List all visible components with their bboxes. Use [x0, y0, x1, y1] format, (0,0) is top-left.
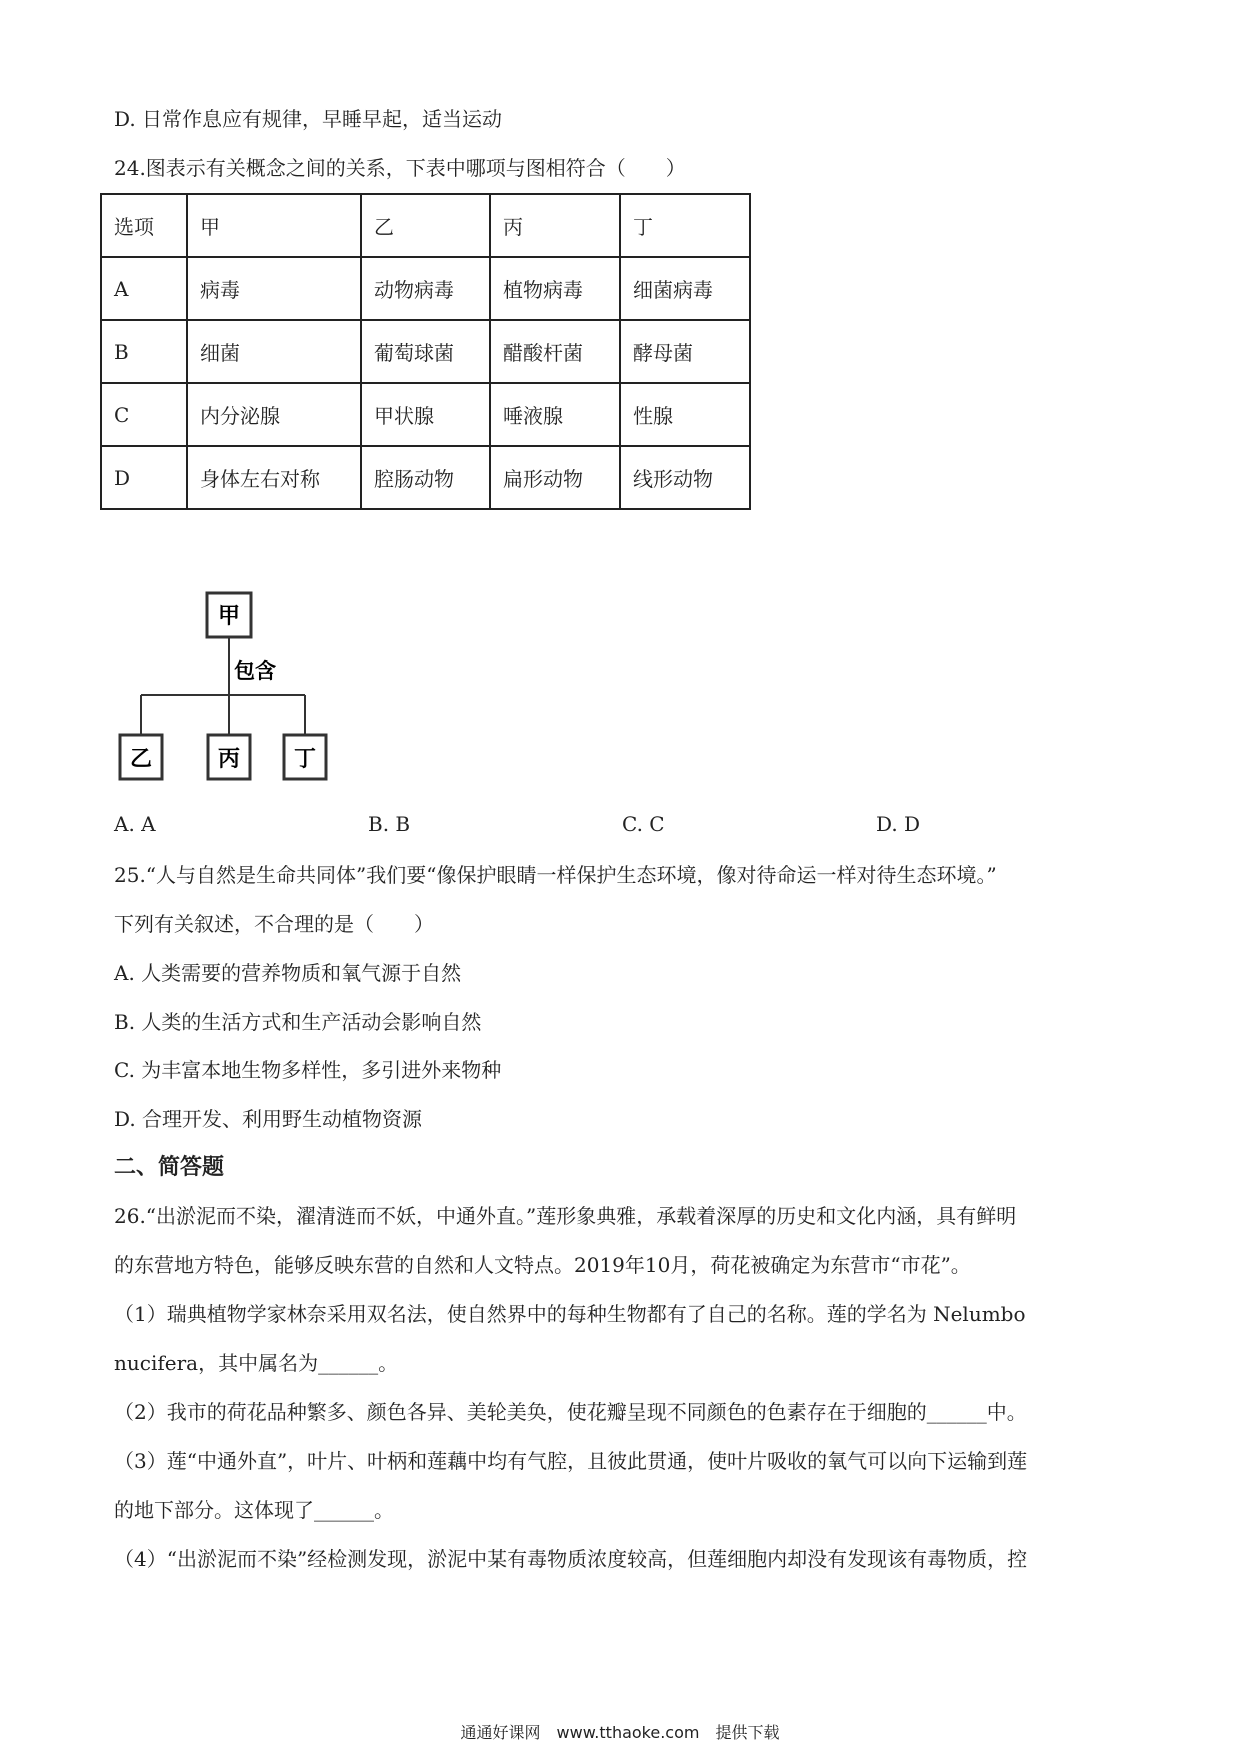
table-cell: 甲状腺: [361, 383, 490, 446]
table-cell: 醋酸杆菌: [490, 320, 620, 383]
table-cell: 病毒: [187, 257, 361, 320]
diagram-label-child: 丁: [293, 747, 317, 772]
q24-option-d: D. D: [876, 812, 921, 836]
q23-option-d: D. 日常作息应有规律，早睡早起，适当运动: [114, 107, 503, 131]
table-cell: 线形动物: [620, 446, 750, 509]
q26-line6: （3）莲“中通外直”，叶片、叶柄和莲藕中均有气腔，且彼此贯通，使叶片吸收的氧气可以向下运输到莲: [114, 1449, 1028, 1473]
q26-line4: nucifera，其中属名为______。: [114, 1351, 399, 1375]
table-cell: 细菌病毒: [620, 257, 750, 320]
table-row: [101, 446, 750, 509]
diagram-label-child: 乙: [129, 747, 153, 772]
table-cell: 动物病毒: [361, 257, 490, 320]
table-cell: 内分泌腺: [187, 383, 361, 446]
diagram-relation-label: 包含: [234, 659, 276, 683]
diagram-label-child: 丙: [217, 747, 241, 772]
q25-option-d: D. 合理开发、利用野生动植物资源: [114, 1107, 423, 1131]
table-cell: B: [101, 320, 187, 383]
table-header-cell: 选项: [101, 194, 187, 257]
table-row: [101, 257, 750, 320]
table-cell: 身体左右对称: [187, 446, 361, 509]
q26-line5: （2）我市的荷花品种繁多、颜色各异、美轮美奂，使花瓣呈现不同颜色的色素存在于细胞的______中。: [114, 1400, 1027, 1424]
table-cell: 酵母菌: [620, 320, 750, 383]
q25-option-a: A. 人类需要的营养物质和氧气源于自然: [114, 961, 462, 985]
q26-line1: 26.“出淤泥而不染，濯清涟而不妖，中通外直。”莲形象典雅，承载着深厚的历史和文化内涵，具有鲜明: [114, 1204, 1017, 1228]
q25-option-c: C. 为丰富本地生物多样性，多引进外来物种: [114, 1058, 502, 1082]
table-cell: 细菌: [187, 320, 361, 383]
table-row: [101, 383, 750, 446]
table-cell: 腔肠动物: [361, 446, 490, 509]
table-header-cell: 甲: [187, 194, 361, 257]
q25-option-b: B. 人类的生活方式和生产活动会影响自然: [114, 1010, 482, 1034]
page-footer: 通通好课网 www.tthaoke.com 提供下载: [460, 1723, 780, 1742]
q24-stem: 24.图表示有关概念之间的关系，下表中哪项与图相符合（ ）: [114, 156, 686, 180]
q25-stem-line2: 下列有关叙述，不合理的是（ ）: [114, 912, 434, 936]
q26-line2: 的东营地方特色，能够反映东营的自然和人文特点。2019年10月，荷花被确定为东营市“市花”。: [114, 1253, 971, 1277]
table-header-cell: 丙: [490, 194, 620, 257]
q26-line8: （4）“出淤泥而不染”经检测发现，淤泥中某有毒物质浓度较高，但莲细胞内却没有发现该有毒物质，控: [114, 1547, 1028, 1571]
table-header-cell: 乙: [361, 194, 490, 257]
table-cell: D: [101, 446, 187, 509]
table-cell: 扁形动物: [490, 446, 620, 509]
table-cell: 性腺: [620, 383, 750, 446]
table-cell: C: [101, 383, 187, 446]
q24-option-a: A. A: [114, 812, 156, 836]
q24-option-b: B. B: [368, 812, 411, 836]
table-header-cell: 丁: [620, 194, 750, 257]
table-cell: 植物病毒: [490, 257, 620, 320]
table-header-row: [101, 194, 750, 257]
q25-stem-line1: 25.“人与自然是生命共同体”我们要“像保护眼睛一样保护生态环境，像对待命运一样对待生态环境。”: [114, 863, 997, 887]
section-heading: 二、简答题: [114, 1154, 225, 1180]
concept-diagram: [112, 585, 342, 790]
table-cell: 葡萄球菌: [361, 320, 490, 383]
q24-option-c: C. C: [622, 812, 665, 836]
table-cell: 唾液腺: [490, 383, 620, 446]
q26-line7: 的地下部分。这体现了______。: [114, 1498, 394, 1522]
q24-table: [100, 193, 751, 510]
q26-line3: （1）瑞典植物学家林奈采用双名法，使自然界中的每种生物都有了自己的名称。莲的学名为 Nelumbo: [114, 1302, 1026, 1326]
diagram-label-top: 甲: [217, 604, 241, 629]
table-row: [101, 320, 750, 383]
table-cell: A: [101, 257, 187, 320]
